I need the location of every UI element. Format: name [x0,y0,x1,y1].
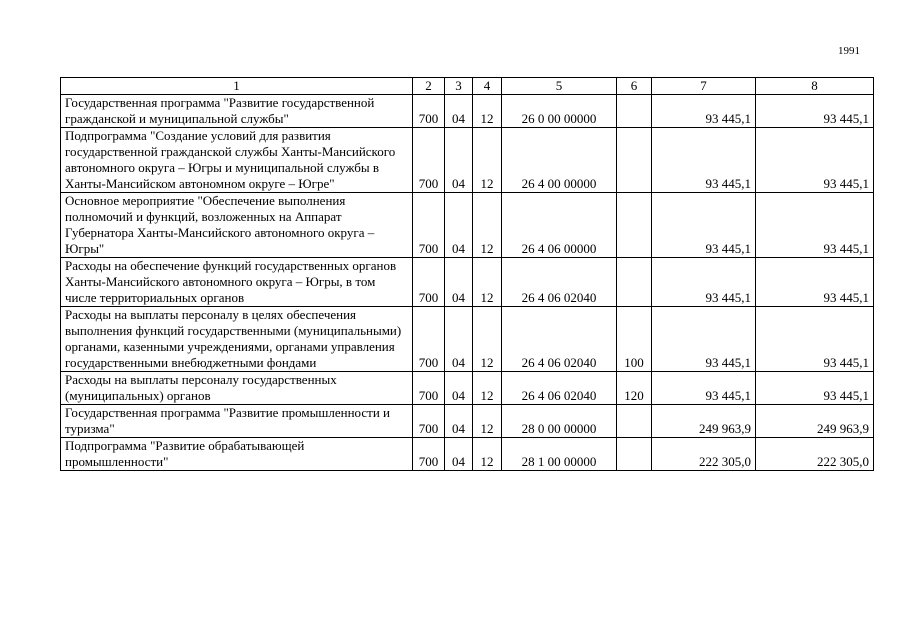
row-subsection: 12 [473,372,502,405]
row-amount-2: 93 445,1 [756,372,874,405]
row-amount-1: 93 445,1 [652,128,756,193]
row-ministry-code: 700 [413,405,445,438]
row-ministry-code: 700 [413,258,445,307]
table-row [61,193,874,258]
row-target-article: 26 4 00 00000 [502,128,617,193]
budget-table [60,77,874,471]
row-target-article: 26 4 06 02040 [502,372,617,405]
row-amount-1: 93 445,1 [652,95,756,128]
row-amount-2: 93 445,1 [756,128,874,193]
row-expense-type: 120 [617,372,652,405]
row-name: Подпрограмма "Создание условий для развития государственной гражданской службы Ханты-Мансийского автономного округа – Югры и муниципальной службы в Ханты-Мансийском автономном округе – Югре" [61,128,413,193]
table-row [61,307,874,372]
table-body [61,95,874,471]
row-ministry-code: 700 [413,193,445,258]
row-target-article: 26 0 00 00000 [502,95,617,128]
row-expense-type [617,128,652,193]
row-expense-type [617,405,652,438]
row-subsection: 12 [473,405,502,438]
row-ministry-code: 700 [413,372,445,405]
row-section: 04 [445,372,473,405]
row-expense-type: 100 [617,307,652,372]
row-target-article: 26 4 06 00000 [502,193,617,258]
row-section: 04 [445,258,473,307]
table-row [61,258,874,307]
row-expense-type [617,95,652,128]
row-name: Расходы на обеспечение функций государственных органов Ханты-Мансийского автономного округа – Югры, в том числе территориальных органов [61,258,413,307]
row-subsection: 12 [473,307,502,372]
row-amount-1: 222 305,0 [652,438,756,471]
row-expense-type [617,193,652,258]
row-name: Государственная программа "Развитие государственной гражданской и муниципальной службы" [61,95,413,128]
row-subsection: 12 [473,438,502,471]
header-col-5: 5 [502,78,617,95]
row-expense-type [617,258,652,307]
row-amount-1: 93 445,1 [652,307,756,372]
row-ministry-code: 700 [413,128,445,193]
row-ministry-code: 700 [413,438,445,471]
row-section: 04 [445,95,473,128]
row-subsection: 12 [473,258,502,307]
row-section: 04 [445,438,473,471]
header-col-7: 7 [652,78,756,95]
row-name: Основное мероприятие "Обеспечение выполнения полномочий и функций, возложенных на Аппарат Губернатора Ханты-Мансийского автономного округа – Югры" [61,193,413,258]
row-ministry-code: 700 [413,307,445,372]
row-section: 04 [445,193,473,258]
row-amount-1: 93 445,1 [652,193,756,258]
table-row [61,372,874,405]
table-row [61,438,874,471]
row-target-article: 26 4 06 02040 [502,258,617,307]
row-target-article: 26 4 06 02040 [502,307,617,372]
row-subsection: 12 [473,193,502,258]
row-amount-2: 93 445,1 [756,95,874,128]
row-target-article: 28 0 00 00000 [502,405,617,438]
table-header [61,78,874,95]
header-col-6: 6 [617,78,652,95]
table-row [61,128,874,193]
row-amount-2: 249 963,9 [756,405,874,438]
header-col-3: 3 [445,78,473,95]
table-row [61,405,874,438]
row-amount-1: 249 963,9 [652,405,756,438]
row-amount-1: 93 445,1 [652,372,756,405]
row-subsection: 12 [473,95,502,128]
page-number: 1991 [838,45,860,57]
row-name: Государственная программа "Развитие промышленности и туризма" [61,405,413,438]
row-section: 04 [445,128,473,193]
row-ministry-code: 700 [413,95,445,128]
row-target-article: 28 1 00 00000 [502,438,617,471]
row-name: Расходы на выплаты персоналу в целях обеспечения выполнения функций государственными (муниципальными) органами, казенными учреждениями, органами управления государственными внебюджетными фондами [61,307,413,372]
row-expense-type [617,438,652,471]
header-col-2: 2 [413,78,445,95]
row-subsection: 12 [473,128,502,193]
row-amount-1: 93 445,1 [652,258,756,307]
row-name: Расходы на выплаты персоналу государственных (муниципальных) органов [61,372,413,405]
row-section: 04 [445,405,473,438]
header-row [61,78,874,95]
header-col-8: 8 [756,78,874,95]
header-col-4: 4 [473,78,502,95]
row-amount-2: 222 305,0 [756,438,874,471]
row-amount-2: 93 445,1 [756,258,874,307]
row-amount-2: 93 445,1 [756,193,874,258]
header-col-1: 1 [61,78,413,95]
row-section: 04 [445,307,473,372]
row-name: Подпрограмма "Развитие обрабатывающей промышленности" [61,438,413,471]
table-row [61,95,874,128]
row-amount-2: 93 445,1 [756,307,874,372]
